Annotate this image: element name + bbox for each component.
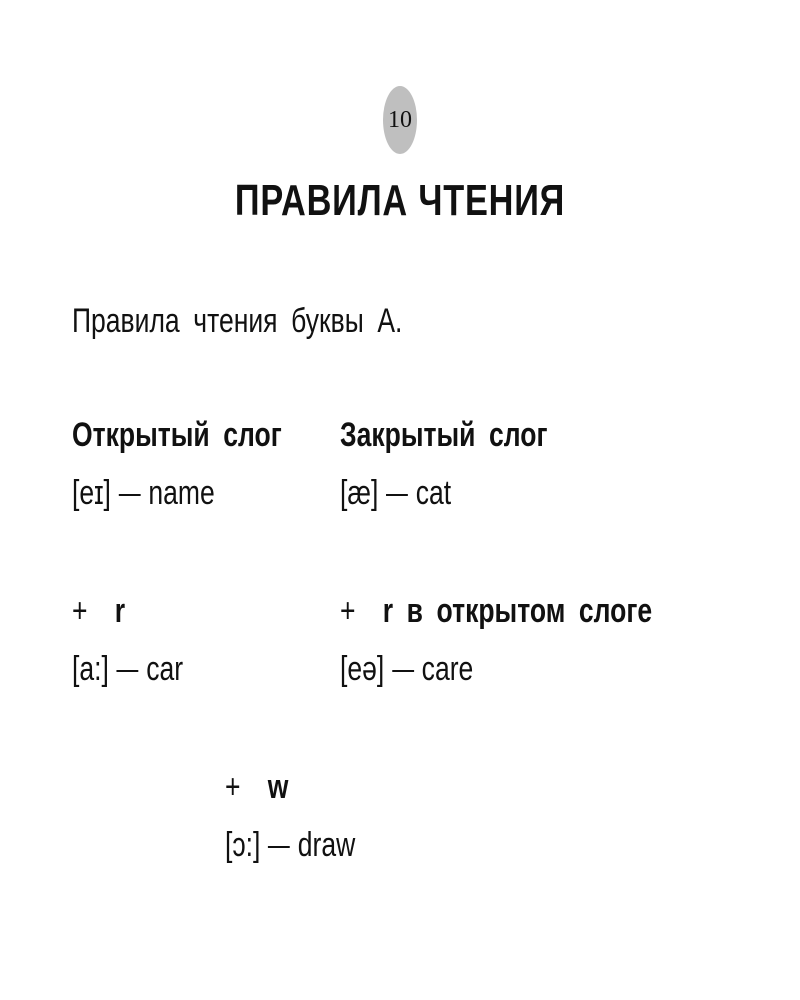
- plus-r-open-example: care: [421, 650, 474, 688]
- closed-syllable-transcription: [æ]: [340, 474, 379, 512]
- plus-w-heading: [225, 768, 288, 807]
- plus-sign: +: [225, 768, 241, 806]
- plus-r-open-rule: [340, 650, 473, 689]
- dash: [119, 494, 141, 496]
- plus-w-example: draw: [297, 826, 356, 864]
- page-title: ПРАВИЛА ЧТЕНИЯ: [234, 176, 566, 225]
- plus-w-label: w: [267, 768, 289, 806]
- plus-r-label: r: [114, 592, 126, 630]
- open-syllable-rule: [72, 474, 215, 513]
- plus-w-rule: [225, 826, 355, 865]
- intro-text: Правила чтения буквы А.: [72, 302, 403, 340]
- dash: [392, 670, 414, 672]
- plus-w-transcription: [ɔ:]: [225, 826, 261, 864]
- page-number-badge: [383, 86, 417, 154]
- page-number: 10: [388, 106, 412, 133]
- plus-r-open-label: r в открытом слоге: [382, 592, 653, 630]
- plus-r-rule: [72, 650, 183, 689]
- open-syllable-transcription: [eɪ]: [72, 474, 111, 512]
- dash: [268, 846, 290, 848]
- closed-syllable-heading: Закрытый слог: [340, 416, 548, 454]
- plus-r-transcription: [a:]: [72, 650, 109, 688]
- plus-r-open-transcription: [eə]: [340, 650, 385, 688]
- plus-sign: +: [72, 592, 88, 630]
- open-syllable-example: name: [148, 474, 215, 512]
- plus-r-heading: [72, 592, 125, 631]
- dash: [386, 494, 408, 496]
- closed-syllable-rule: [340, 474, 451, 513]
- dash: [117, 670, 139, 672]
- open-syllable-heading: Открытый слог: [72, 416, 282, 454]
- plus-sign: +: [340, 592, 356, 630]
- plus-r-open-heading: [340, 592, 652, 631]
- closed-syllable-example: cat: [415, 474, 452, 512]
- plus-r-example: car: [146, 650, 184, 688]
